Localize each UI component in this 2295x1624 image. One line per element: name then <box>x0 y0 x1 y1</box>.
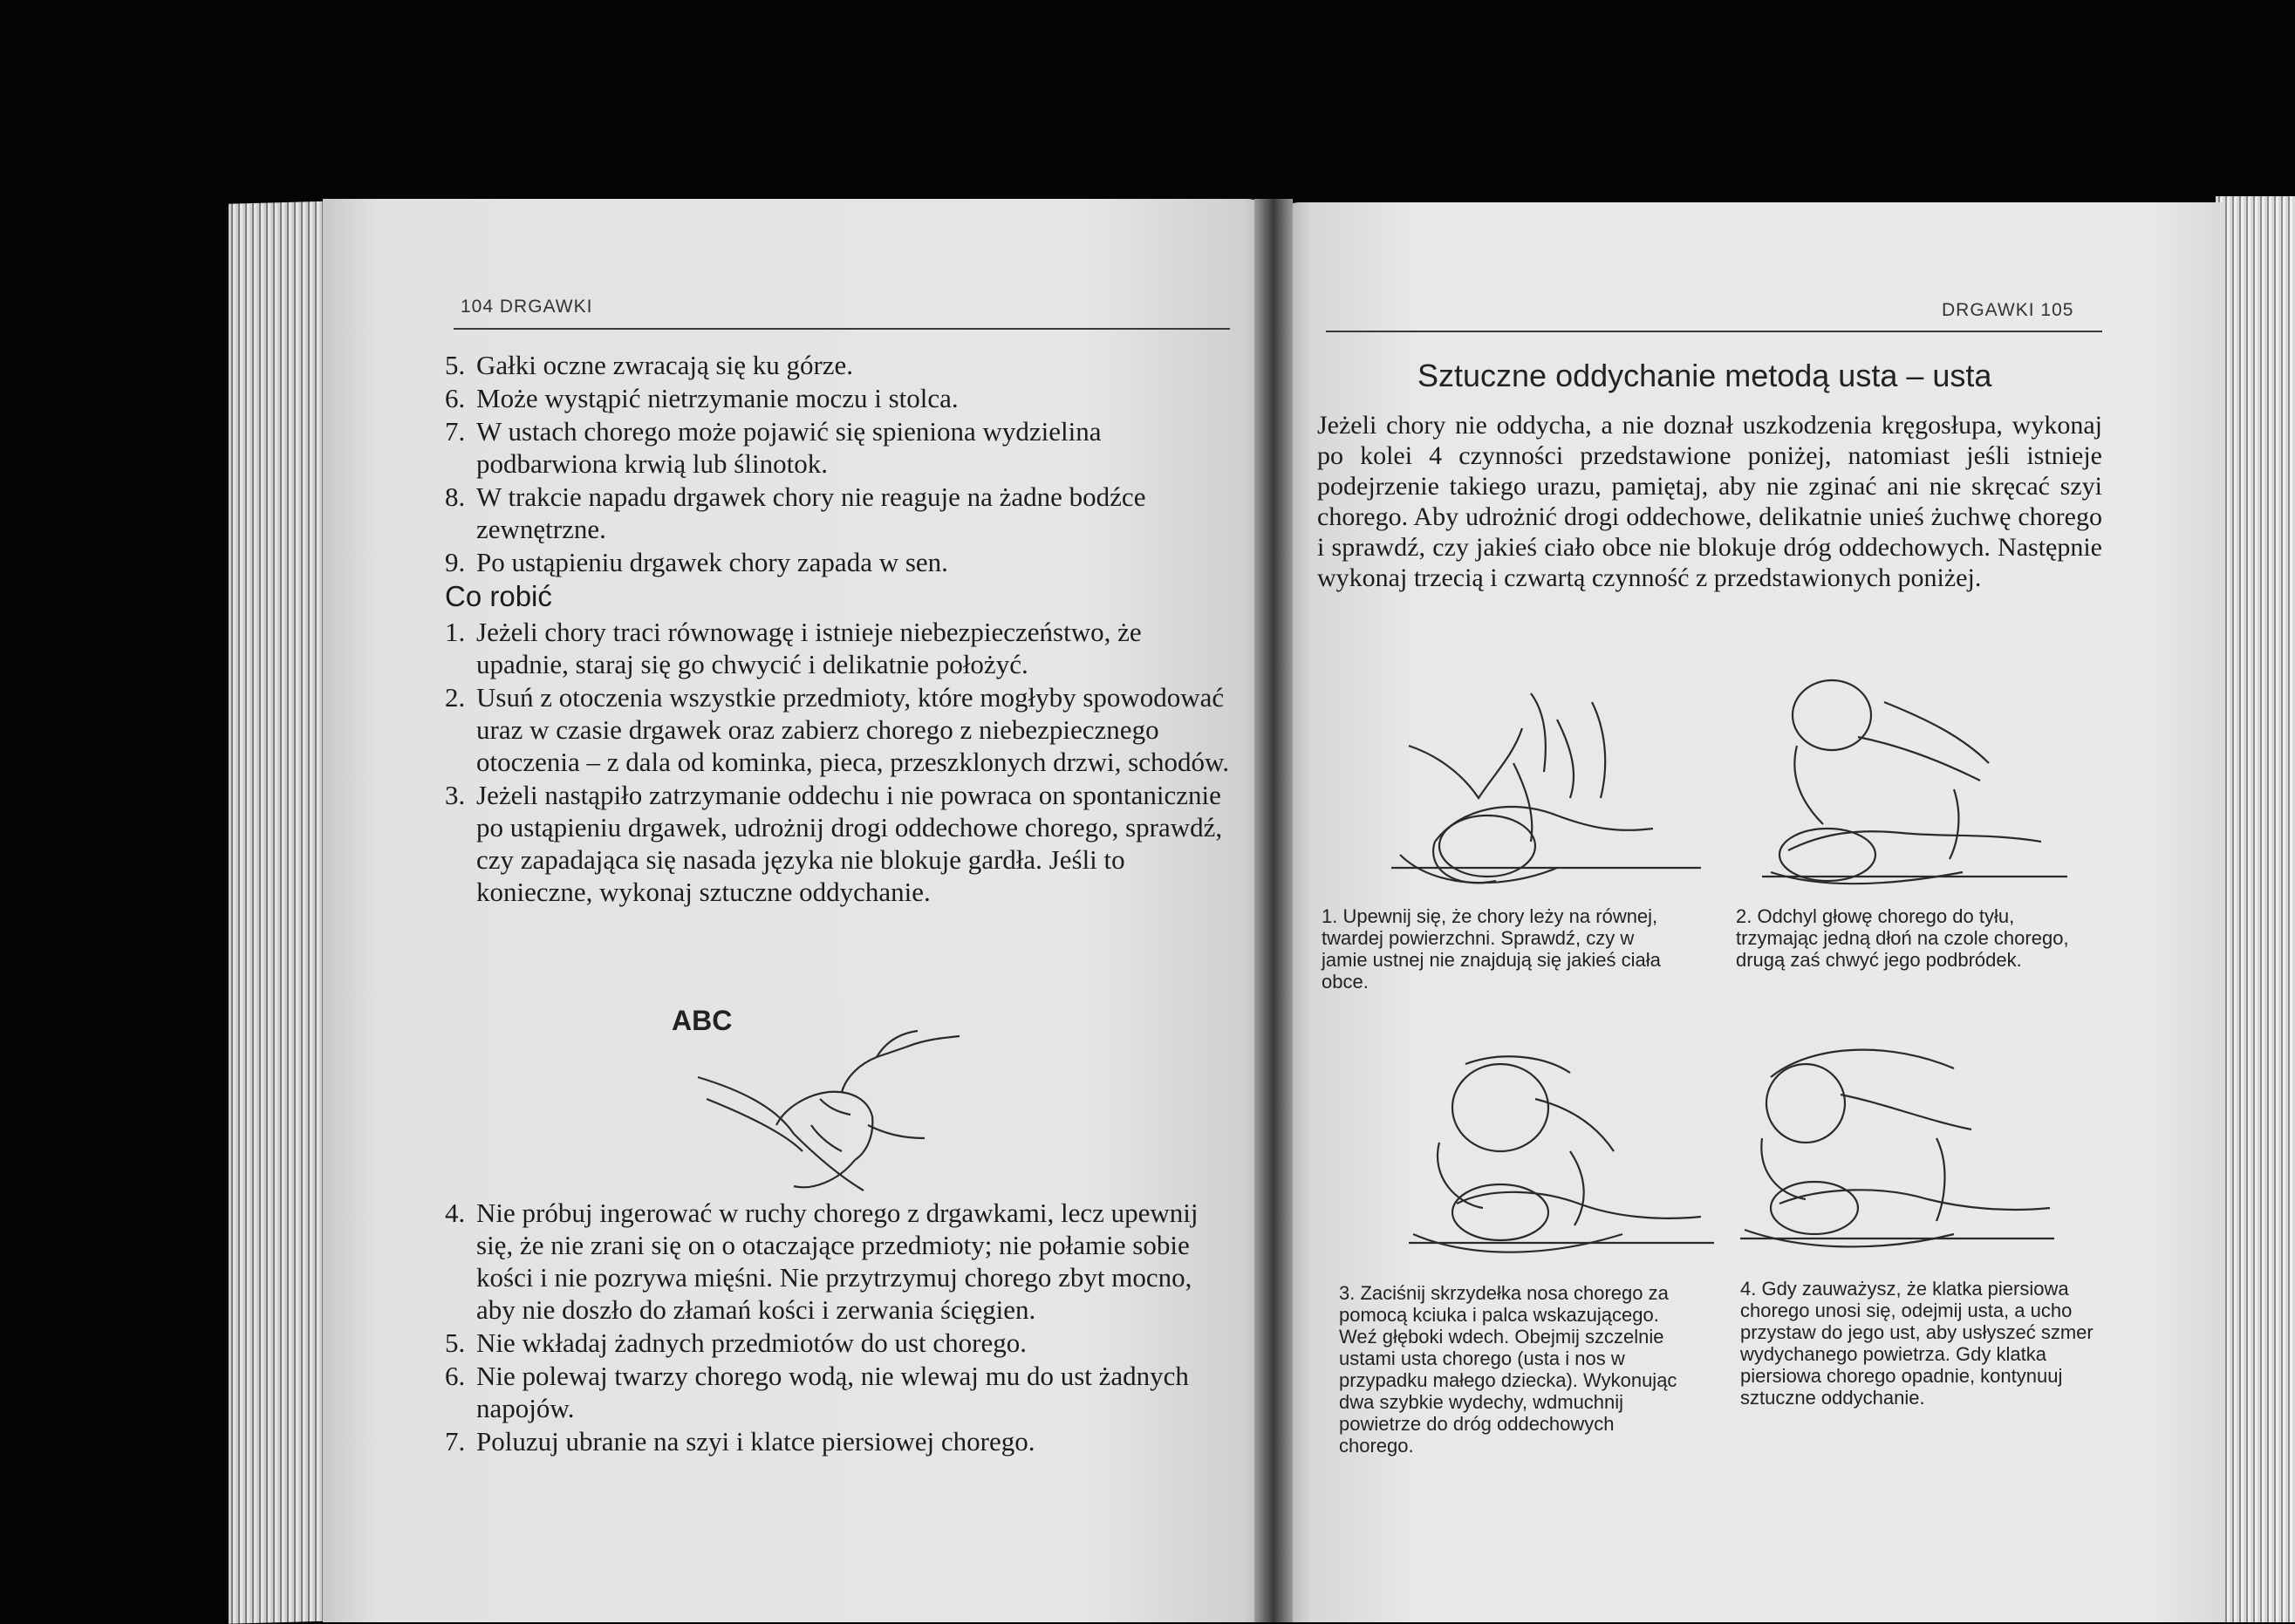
list-item-number: 7. <box>445 416 466 447</box>
step-4-caption: 4. Gdy zauważysz, że klatka piersiowa chorego unosi się, odejmij usta, a ucho przystaw do jego ust, aby usłyszeć szmer wydychanego powietrza. Gdy klatka piersiowa chorego opadnie, kontynuuj sztuczne oddychanie. <box>1740 1278 2094 1409</box>
intro-paragraph: Jeżeli chory nie oddycha, a nie doznał uszkodzenia kręgosłupa, wykonaj po kolei 4 czynności przedstawione poniżej, natomiast jeśli istnieje podejrzenie takiego urazu, pamiętaj, aby nie zginać ani nie skręcać szyi chorego. Aby udrożnić drogi oddechowe, delikatnie unieś żuchwę chorego i sprawdź, czy jakieś ciało obce nie blokuje dróg oddechowych. Następnie wykonaj trzecią i czwartą czynność z przedstawionych poniżej. <box>1317 411 2102 592</box>
list-item-number: 4. <box>445 1198 466 1228</box>
list-item <box>445 415 1234 480</box>
list-item <box>445 546 1234 578</box>
list-item <box>445 349 1234 381</box>
list-item <box>445 1360 1234 1424</box>
section-title: Co robić <box>445 580 552 612</box>
list-item-number: 6. <box>445 1361 466 1391</box>
list-item <box>445 1327 1234 1359</box>
list-item <box>445 1425 1234 1457</box>
list-item-text: Może wystąpić nietrzymanie moczu i stolca. <box>476 383 959 413</box>
symptoms-list <box>445 349 1234 578</box>
list-item-number: 1. <box>445 617 466 647</box>
step-1-illustration <box>1383 667 1710 894</box>
list-item-number: 6. <box>445 383 466 413</box>
step-1-caption: 1. Upewnij się, że chory leży na równej, twardej powierzchni. Sprawdź, czy w jamie ustnej nie znajdują się jakieś ciała obce. <box>1322 905 1661 993</box>
list-item-text: Poluzuj ubranie na szyi i klatce piersiowej chorego. <box>476 1426 1035 1457</box>
right-header-rule <box>1326 331 2102 332</box>
list-item-text: W trakcie napadu drgawek chory nie reaguje na żadne bodźce zewnętrzne. <box>476 481 1146 544</box>
step-2-caption: 2. Odchyl głowę chorego do tyłu, trzymając jedną dłoń na czole chorego, drugą zaś chwyć jego podbródek. <box>1736 905 2069 971</box>
list-item-text: Jeżeli chory traci równowagę i istnieje niebezpieczeństwo, że upadnie, staraj się go chwycić i delikatnie położyć. <box>476 617 1142 679</box>
step-4-illustration <box>1736 1042 2059 1260</box>
abc-label: ABC <box>672 1005 733 1036</box>
list-item <box>445 616 1234 680</box>
book-gutter <box>1254 199 1293 1622</box>
list-item <box>445 779 1234 908</box>
list-item-text: Nie wkładaj żadnych przedmiotów do ust chorego. <box>476 1327 1028 1358</box>
list-item-number: 3. <box>445 780 466 810</box>
list-item <box>445 382 1234 414</box>
step-3-illustration <box>1404 1047 1718 1265</box>
list-item <box>445 681 1234 778</box>
list-item-number: 2. <box>445 682 466 713</box>
list-item-text: Po ustąpieniu drgawek chory zapada w sen. <box>476 547 948 577</box>
step-2-illustration <box>1753 667 2076 894</box>
list-item-number: 5. <box>445 350 466 380</box>
steps-list <box>445 616 1234 908</box>
left-text-bottom <box>445 1197 1234 1458</box>
right-running-head: DRGAWKI 105 <box>1942 300 2074 320</box>
list-item-text: Nie polewaj twarzy chorego wodą, nie wlewaj mu do ust żadnych napojów. <box>476 1361 1189 1423</box>
list-item-number: 8. <box>445 481 466 512</box>
list-item-text: W ustach chorego może pojawić się spieniona wydzielina podbarwiona krwią lub ślinotok. <box>476 416 1102 479</box>
list-item-text: Usuń z otoczenia wszystkie przedmioty, które mogłyby spowodować uraz w czasie drgawek oraz zabierz chorego z niebezpiecznego otoczenia – z dala od kominka, pieca, przeszklonych drzwi, schodów. <box>476 682 1230 777</box>
article-heading: Sztuczne oddychanie metodą usta – usta <box>1417 358 1992 393</box>
list-item-number: 5. <box>445 1327 466 1358</box>
list-item-text: Gałki oczne zwracają się ku górze. <box>476 350 854 380</box>
list-item <box>445 1197 1234 1326</box>
book-page-edges-right <box>2216 196 2295 1622</box>
list-item-number: 9. <box>445 547 466 577</box>
left-header-rule <box>454 328 1230 330</box>
left-text-top <box>445 349 1234 909</box>
list-item-text: Jeżeli nastąpiło zatrzymanie oddechu i nie powraca on spontanicznie po ustąpieniu drgawek, udrożnij drogi oddechowe chorego, sprawdź, czy zapadająca się nasada języka nie blokuje gardła. Jeśli to konieczne, wykonaj sztuczne oddychanie. <box>476 780 1223 907</box>
list-item-text: Nie próbuj ingerować w ruchy chorego z drgawkami, lecz upewnij się, że nie zrani się on o otaczające przedmioty; nie połamie sobie kości i nie pozrywa mięśni. Nie przytrzymuj chorego zbyt mocno, aby nie doszło do złamań kości i zerwania ścięgien. <box>476 1198 1199 1325</box>
list-item <box>445 481 1234 545</box>
list-item-number: 7. <box>445 1426 466 1457</box>
precautions-list <box>445 1197 1234 1457</box>
left-running-head: 104 DRGAWKI <box>461 297 593 317</box>
step-3-caption: 3. Zaciśnij skrzydełka nosa chorego za pomocą kciuka i palca wskazującego. Weź głęboki wdech. Obejmij szczelnie ustami usta chorego (usta i nos w przypadku małego dziecka). Wykonując dwa szybkie wydechy, wdmuchnij powietrze do dróg oddechowych chorego. <box>1339 1282 1677 1457</box>
abc-airway-illustration <box>689 994 986 1204</box>
